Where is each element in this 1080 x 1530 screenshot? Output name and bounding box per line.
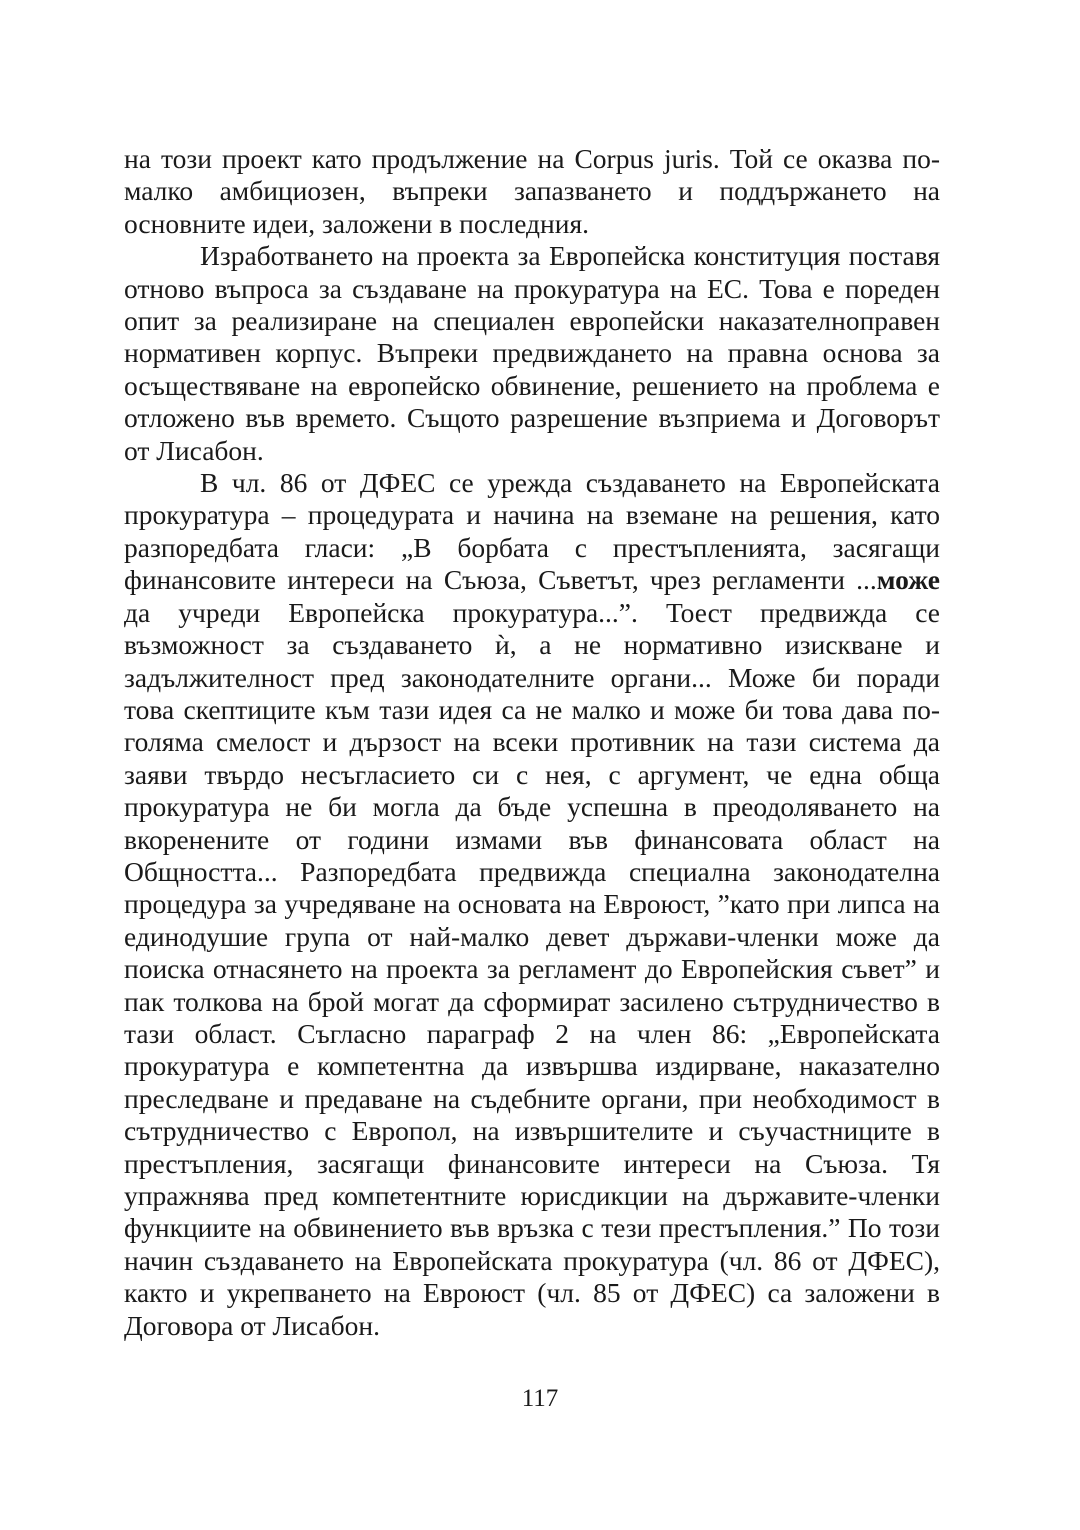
page-number: 117 xyxy=(521,1385,559,1412)
paragraph-continuation: на този проект като продължение на Corpus juris. Той се оказва по-малко амбициозен, въпреки запазването и поддържането на основните идеи, заложени в последния. xyxy=(124,143,940,239)
article-86-text-start: В чл. 86 от ДФЕС се урежда създаването на Европейската прокуратура – процедурата и начина на вземане на решения, като разпоредбата гласи: „В борбата с престъпленията, засягащи финансовите интереси на Съюза, Съветът, чрез регламенти ... xyxy=(124,467,940,596)
article-86-text-rest: да учреди Европейска прокуратура...”. Тоест предвижда се възможност за създаването ѝ, а не нормативно изискване и задължителност пред законодателните органи... Може би поради това скептиците към тази идея са не малко и може би това дава по-голяма смелост и дързост на всеки противник на тази система да заяви твърдо несъгласието си с нея, с аргумент, че една обща прокуратура не би могла да бъде успешна в преодоляването на вкоренените от години измами във финансовата област на Общността... Разпоредбата предвижда специална законодателна процедура за учредяване на основата на Евроюст, ”като при липса на единодушие група от най-малко девет държави-членки може да поиска отнасянето на проекта за регламент до Европейския съвет” и пак толкова на брой могат да сформират засилено сътрудничество в тази област. Съгласно параграф 2 на член 86: „Европейската прокуратура е компетентна да извършва издирване, наказателно преследване и предаване на съдебните органи, при необходимост в сътрудничество с Европол, на извършителите и съучастниците в престъпления, засягащи финансовите интереси на Съюза. Тя упражнява пред компетентните юрисдикции на държавите-членки функциите на обвинението във връзка с тези престъпления.” По този начин създаването на Европейската прокуратура (чл. 86 от ДФЕС), както и укрепването на Евроюст (чл. 85 от ДФЕС) са заложени в Договора от Лисабон. xyxy=(124,596,940,1341)
page-body xyxy=(124,143,940,1342)
paragraph-european-constitution: Изработването на проекта за Европейска конституция поставя отново въпроса за създаване на прокуратура на ЕС. Това е пореден опит за реализиране на специален европейски наказателноправен нормативен корпус. Въпреки предвиждането на правна основа за осъществяване на европейско обвинение, решението на проблема е отложено във времето. Същото разрешение възприема и Договорът от Лисабон. xyxy=(124,240,940,466)
emphasis-may: може xyxy=(876,564,940,596)
paragraph-article-86 xyxy=(124,467,940,1342)
